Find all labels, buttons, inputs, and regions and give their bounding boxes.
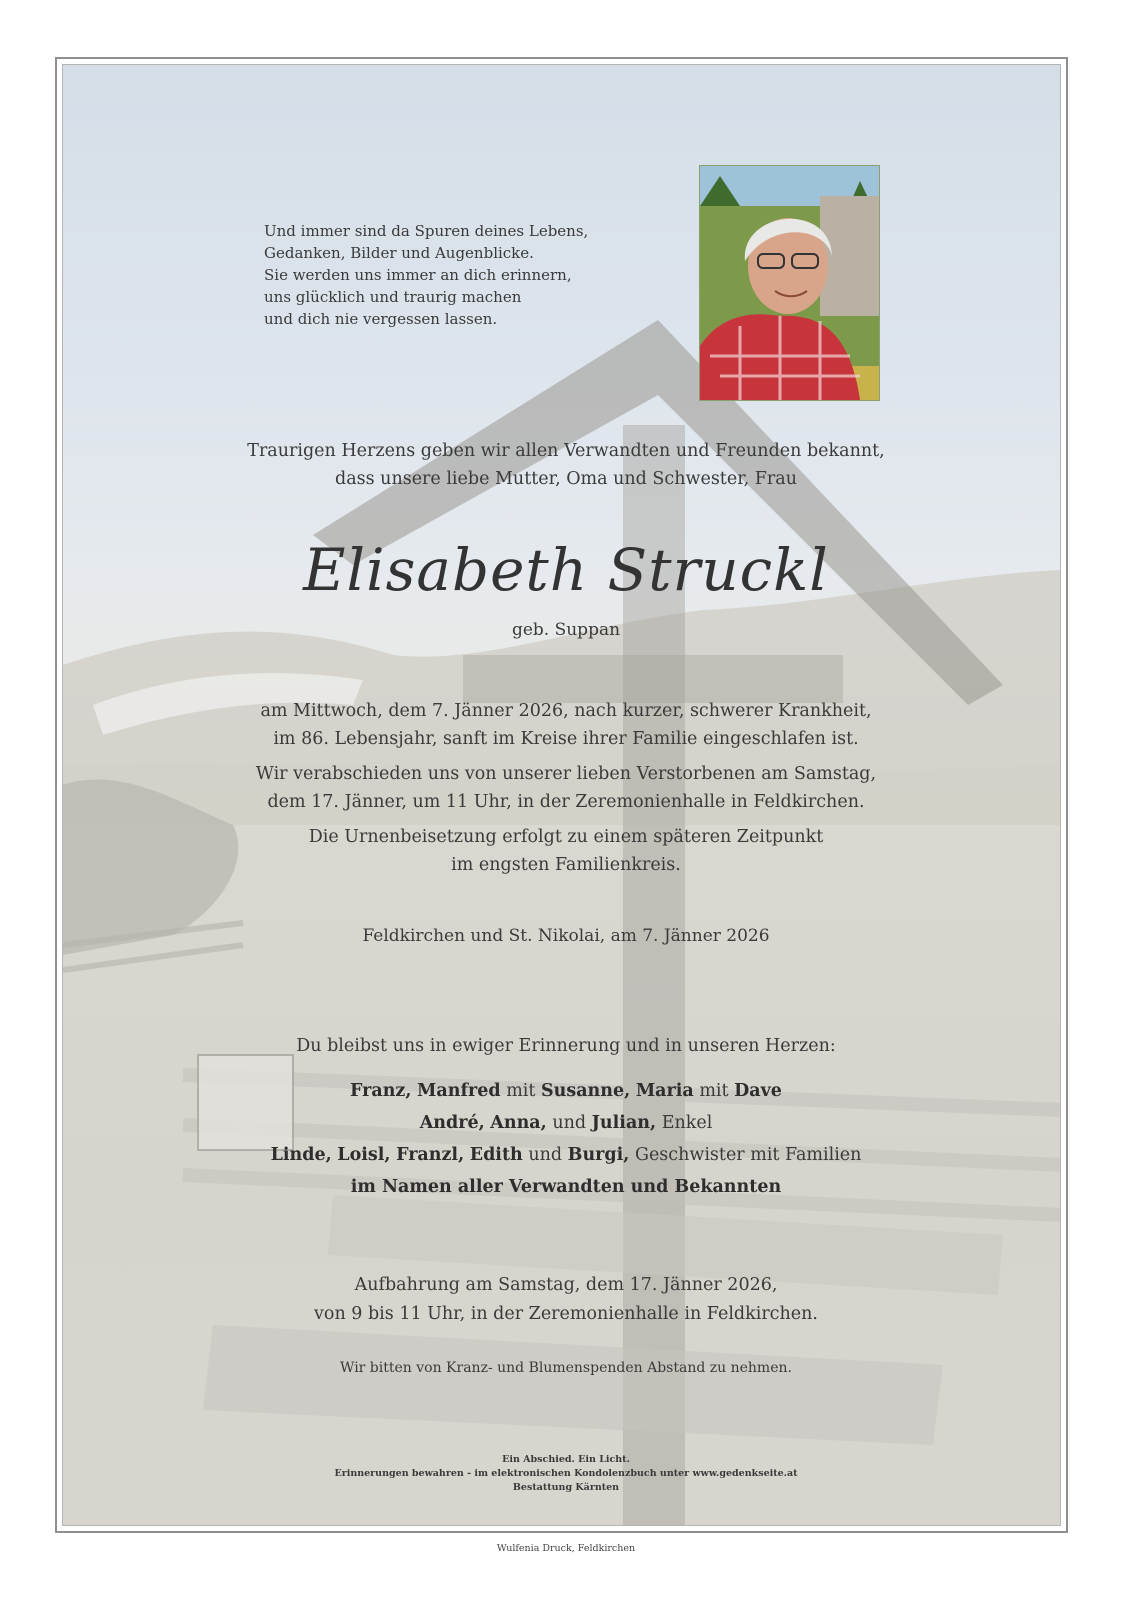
intro-line: dass unsere liebe Mutter, Oma und Schwester, Frau (335, 469, 797, 489)
urn-burial-notice (0, 823, 1132, 879)
death-notice (0, 697, 1132, 753)
viewing-line: Aufbahrung am Samstag, dem 17. Jänner 2026, (354, 1275, 778, 1295)
connector-text: mit (506, 1081, 536, 1101)
mourner-name: Franzl, (396, 1145, 465, 1165)
mourner-name: Dave (734, 1081, 782, 1101)
maiden-name: geb. Suppan (511, 620, 621, 640)
place-date: Feldkirchen und St. Nikolai, am 7. Jänner 2026 (362, 926, 770, 946)
mourner-name: Linde, (270, 1145, 332, 1165)
connector-text: mit (699, 1081, 729, 1101)
mourners-line-siblings (0, 1142, 1132, 1168)
footer-line: Bestattung Kärnten (512, 1482, 620, 1493)
deceased-name: Elisabeth Struckl (303, 536, 829, 604)
mourners-closing: im Namen aller Verwandten und Bekannten (350, 1177, 782, 1197)
viewing-notice (0, 1271, 1132, 1329)
connector-text: und (528, 1145, 563, 1165)
poem (264, 220, 624, 330)
death-notice-line: am Mittwoch, dem 7. Jänner 2026, nach kurzer, schwerer Krankheit, (260, 701, 872, 721)
connector-text: und (552, 1113, 587, 1133)
footer (0, 1453, 1132, 1495)
donation-request: Wir bitten von Kranz- und Blumenspenden Abstand zu nehmen. (340, 1360, 792, 1376)
mourner-name: Burgi, (567, 1145, 630, 1165)
death-notice-line: im 86. Lebensjahr, sanft im Kreise ihrer Familie eingeschlafen ist. (273, 729, 859, 749)
mourner-name: Maria (635, 1081, 694, 1101)
urn-burial-line: im engsten Familienkreis. (451, 855, 681, 875)
farewell-notice (0, 760, 1132, 816)
mourner-name: Anna, (490, 1113, 547, 1133)
mourners-line-grandchildren (0, 1110, 1132, 1136)
relation-text: Enkel (661, 1113, 713, 1133)
mourners-line-relatives (0, 1174, 1132, 1200)
mourner-name: Loisl, (337, 1145, 391, 1165)
mourners-intro: Du bleibst uns in ewiger Erinnerung und in unseren Herzen: (296, 1036, 836, 1056)
farewell-line: Wir verabschieden uns von unserer lieben Verstorbenen am Samstag, (255, 764, 877, 784)
footer-line: Erinnerungen bewahren - im elektronischen Kondolenzbuch unter www.gedenkseite.at (334, 1468, 798, 1479)
intro-text (0, 437, 1132, 493)
mourner-name: Julian, (591, 1113, 657, 1133)
relation-text: Geschwister mit Familien (634, 1145, 862, 1165)
viewing-line: von 9 bis 11 Uhr, in der Zeremonienhalle in Feldkirchen. (314, 1304, 818, 1324)
farewell-line: dem 17. Jänner, um 11 Uhr, in der Zeremonienhalle in Feldkirchen. (267, 792, 865, 812)
printer-credit: Wulfenia Druck, Feldkirchen (496, 1543, 636, 1554)
poem-line: Sie werden uns immer an dich erinnern, (264, 266, 572, 284)
urn-burial-line: Die Urnenbeisetzung erfolgt zu einem späteren Zeitpunkt (308, 827, 824, 847)
mourner-name: Manfred (417, 1081, 501, 1101)
intro-line: Traurigen Herzens geben wir allen Verwandten und Freunden bekannt, (247, 441, 885, 461)
poem-line: Und immer sind da Spuren deines Lebens, (264, 222, 589, 240)
poem-line: und dich nie vergessen lassen. (264, 310, 498, 328)
mourners-line-children (0, 1078, 1132, 1104)
mourner-name: Edith (469, 1145, 523, 1165)
mourner-name: Franz, (350, 1081, 412, 1101)
poem-line: Gedanken, Bilder und Augenblicke. (264, 244, 534, 262)
poem-line: uns glücklich und traurig machen (264, 288, 522, 306)
footer-line: Ein Abschied. Ein Licht. (502, 1454, 630, 1465)
mourner-name: André, (419, 1113, 485, 1133)
mourner-name: Susanne, (541, 1081, 631, 1101)
portrait-photo (699, 165, 880, 401)
